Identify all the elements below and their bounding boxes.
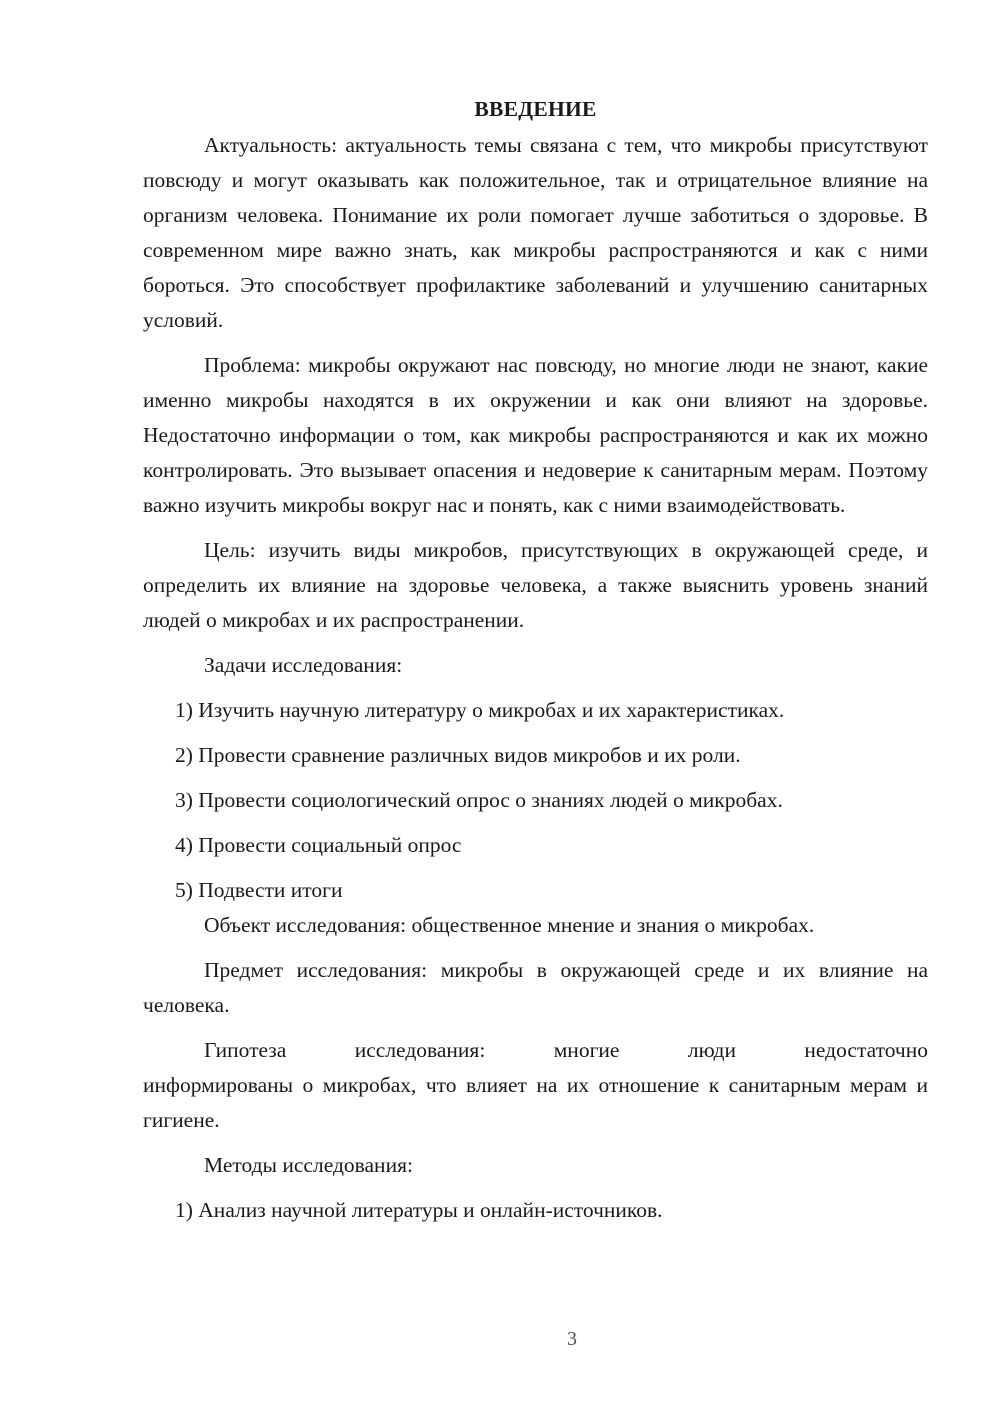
methods-heading: Методы исследования: [204,1153,413,1177]
page-title: ВВЕДЕНИЕ [474,97,597,121]
page-number: 3 [567,1328,577,1350]
task-item-4: 4) Провести социальный опрос [175,833,462,857]
tasks-heading: Задачи исследования: [204,653,403,677]
problem-paragraph: Проблема: микробы окружают нас повсюду, но многие люди не знают, какие именно микробы находятся в их окружении и как они влияют на здоровье. Недостаточно информации о том, как микробы распространяются и как их можно контролировать. Это вызывает опасения и недоверие к санитарным мерам. Поэтому важно изучить микробы вокруг нас и понять, как с ними взаимодействовать. [143,353,928,517]
task-item-3: 3) Провести социологический опрос о знаниях людей о микробах. [175,788,783,812]
object-paragraph: Объект исследования: общественное мнение и знания о микробах. [204,913,815,937]
hypothesis-paragraph [143,1033,928,1138]
task-item-5: 5) Подвести итоги [175,878,343,902]
document-page [143,92,928,1228]
goal-paragraph: Цель: изучить виды микробов, присутствующих в окружающей среде, и определить их влияние на здоровье человека, а также выяснить уровень знаний людей о микробах и их распространении. [143,538,928,632]
subject-paragraph: Предмет исследования: микробы в окружающей среде и их влияние на человека. [143,958,928,1017]
task-item-1: 1) Изучить научную литературу о микробах и их характеристиках. [175,698,785,722]
relevance-paragraph: Актуальность: актуальность темы связана с тем, что микробы присутствуют повсюду и могут оказывать как положительное, так и отрицательное влияние на организм человека. Понимание их роли помогает лучше заботиться о здоровье. В современном мире важно знать, как микробы распространяются и как с ними бороться. Это способствует профилактике заболеваний и улучшению санитарных условий. [143,133,928,332]
hypothesis-word: недостаточно [804,1038,928,1062]
hypothesis-word: исследования: [354,1038,486,1062]
hypothesis-word: многие [553,1038,620,1062]
hypothesis-word: люди [687,1038,736,1062]
method-item-1: 1) Анализ научной литературы и онлайн-источников. [175,1198,663,1222]
hypothesis-first-line [143,1033,928,1068]
hypothesis-rest: информированы о микробах, что влияет на их отношение к санитарным мерам и гигиене. [143,1073,928,1132]
hypothesis-word: Гипотеза [204,1038,287,1062]
task-item-2: 2) Провести сравнение различных видов микробов и их роли. [175,743,741,767]
